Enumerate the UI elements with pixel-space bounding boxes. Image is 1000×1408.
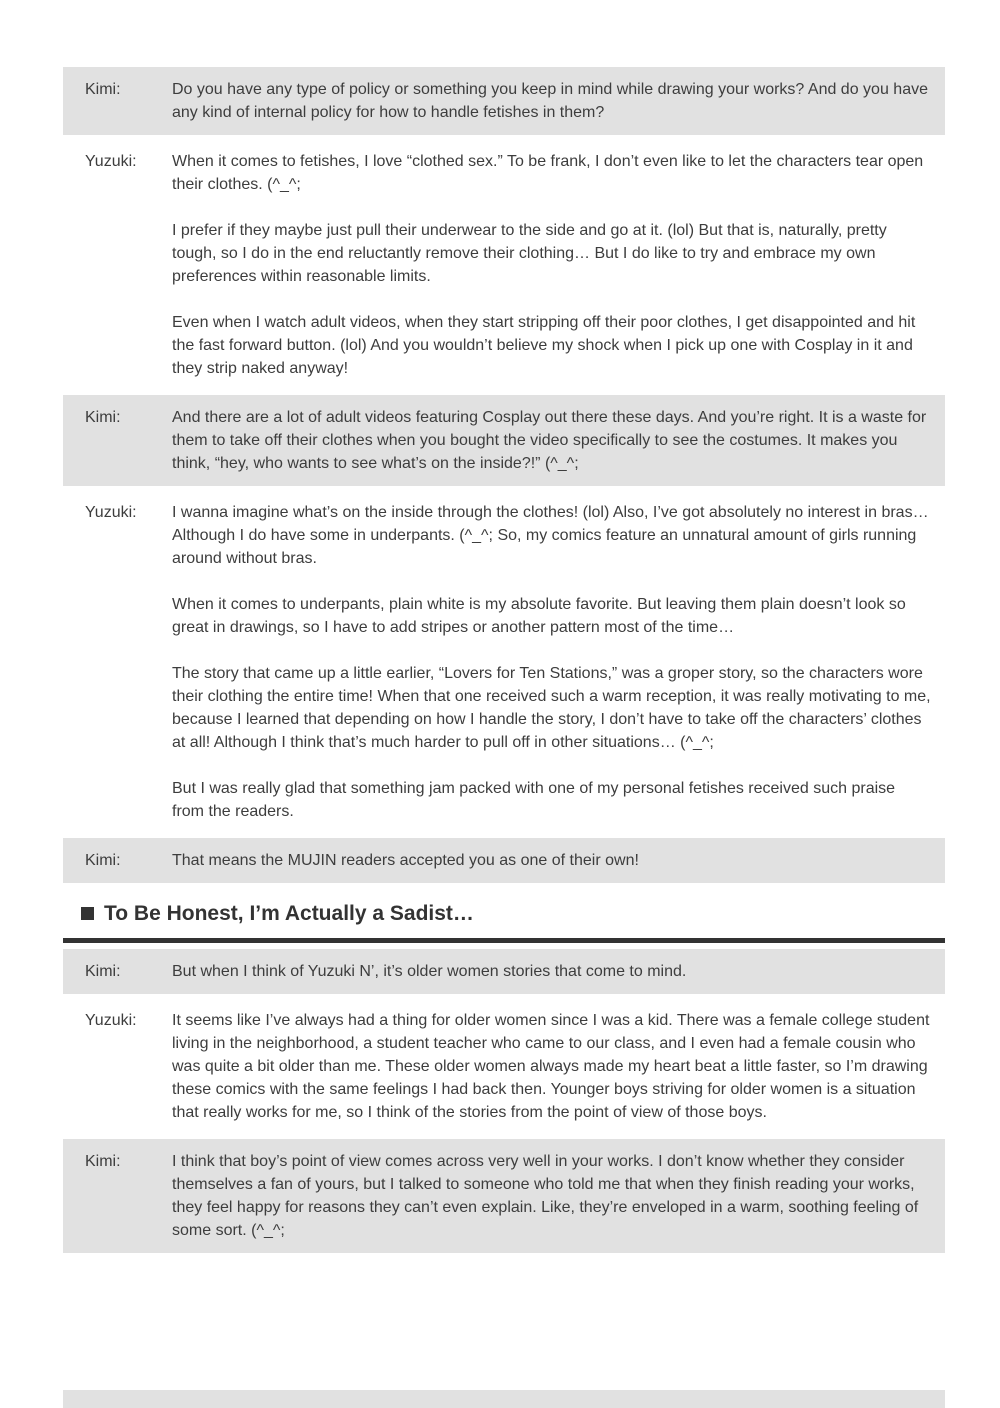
dialogue-paragraph: When it comes to underpants, plain white is my absolute favorite. But leaving them plain doesn’t look so great in drawings, so I have to add stripes or another pattern most of the time… [172, 596, 906, 636]
dialogue-row-kimi [63, 838, 945, 883]
dialogue-text [172, 1150, 945, 1242]
speaker-label: Kimi: [85, 852, 121, 869]
dialogue-row-kimi [63, 67, 945, 135]
section-heading [63, 898, 945, 943]
dialogue-row-kimi [63, 949, 945, 994]
speaker-label: Kimi: [85, 409, 121, 426]
dialogue-paragraph: When it comes to fetishes, I love “clothed sex.” To be frank, I don’t even like to let the characters tear open their clothes. (^_^; [172, 153, 924, 193]
speaker-label: Kimi: [85, 1153, 121, 1170]
dialogue-paragraph: It seems like I’ve always had a thing for older women since I was a kid. There was a female college student living in the neighborhood, a student teacher who came to our class, and I even had a female cousin who was quite a bit older than me. These older women always made my heart beat a little faster, so I’m drawing these comics with the same feelings I had back then. Younger boys striving for older women is a situation that really works for me, so I think of the stories from the point of view of those boys. [172, 1012, 930, 1121]
dialogue-paragraph: But I was really glad that something jam packed with one of my personal fetishes received such praise from the readers. [172, 780, 896, 820]
dialogue-text [172, 150, 945, 380]
dialogue-text [172, 78, 945, 124]
dialogue-paragraph: I think that boy’s point of view comes across very well in your works. I don’t know whether they consider themselves a fan of yours, but I talked to someone who told me that when they finish reading your works, they feel happy for reasons they can’t even explain. Like, they’re enveloped in a warm, soothing feeling of some sort. (^_^; [172, 1153, 919, 1239]
dialogue-text [172, 406, 945, 475]
dialogue-paragraph: The story that came up a little earlier, “Lovers for Ten Stations,” was a groper story, so the characters wore their clothing the entire time! When that one received such a warm reception, it was really motivating to me, because I learned that depending on how I handle the story, I don’t have to take off the characters’ clothes at all! Although I think that’s much harder to pull off in other situations… (^_^; [172, 665, 931, 751]
dialogue-paragraph: Do you have any type of policy or something you keep in mind while drawing your works? And do you have any kind of internal policy for how to handle fetishes in them? [172, 81, 928, 121]
dialogue-row-kimi [63, 395, 945, 486]
speaker-label: Kimi: [85, 963, 121, 980]
square-bullet-icon [81, 907, 94, 920]
speaker-label: Yuzuki: [85, 153, 137, 170]
transcript-content [63, 67, 945, 1268]
dialogue-paragraph: I wanna imagine what’s on the inside through the clothes! (lol) Also, I’ve got absolutely no interest in bras… Although I do have some in underpants. (^_^; So, my comics feature an unnatural amount of girls running around without bras. [172, 504, 929, 567]
dialogue-paragraph: And there are a lot of adult videos featuring Cosplay out there these days. And you’re right. It is a waste for them to take off their clothes when you bought the video specifically to see the costumes. It makes you think, “hey, who wants to see what’s on the inside?!” (^_^; [172, 409, 927, 472]
speaker-label: Kimi: [85, 81, 121, 98]
dialogue-row-yuzuki [63, 1009, 945, 1124]
dialogue-text [172, 849, 945, 872]
dialogue-paragraph: That means the MUJIN readers accepted you as one of their own! [172, 852, 639, 869]
dialogue-text [172, 501, 945, 823]
dialogue-row-yuzuki [63, 501, 945, 823]
speaker-label: Yuzuki: [85, 504, 137, 521]
dialogue-paragraph: Even when I watch adult videos, when they start stripping off their poor clothes, I get disappointed and hit the fast forward button. (lol) And you wouldn’t believe my shock when I pick up one with Cosplay in it and they strip naked anyway! [172, 314, 916, 377]
dialogue-text [172, 1009, 945, 1124]
speaker-label: Yuzuki: [85, 1012, 137, 1029]
dialogue-row-kimi [63, 1139, 945, 1253]
dialogue-text [172, 960, 945, 983]
section-heading-text: To Be Honest, I’m Actually a Sadist… [104, 902, 474, 925]
dialogue-paragraph: But when I think of Yuzuki N’, it’s older women stories that come to mind. [172, 963, 687, 980]
partial-next-dialogue-block [63, 1390, 945, 1408]
dialogue-row-yuzuki [63, 150, 945, 380]
dialogue-paragraph: I prefer if they maybe just pull their underwear to the side and go at it. (lol) But that is, naturally, pretty tough, so I do in the end reluctantly remove their clothing… But I do like to try and embrace my own preferences within reasonable limits. [172, 222, 887, 285]
